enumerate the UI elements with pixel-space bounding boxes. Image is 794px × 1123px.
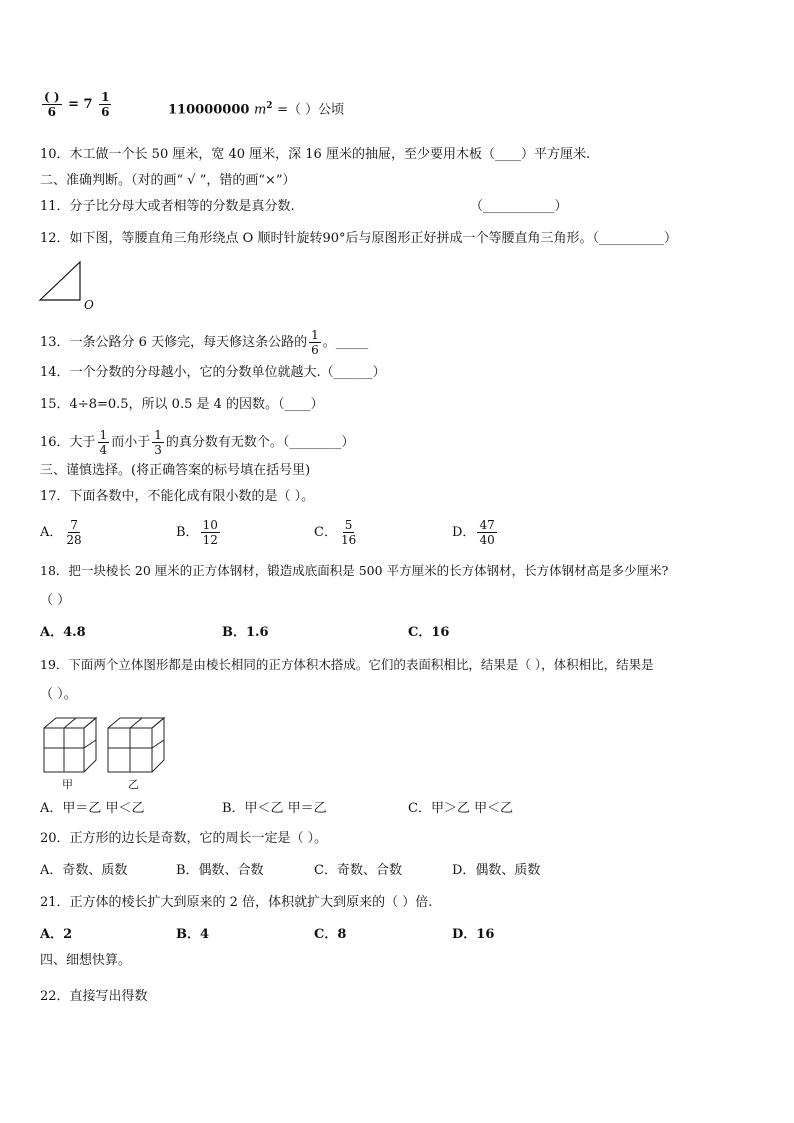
question-20: 20．正方形的边长是奇数，它的周长一定是（ ）。 bbox=[40, 831, 328, 846]
q18-option-c[interactable]: C．16 bbox=[408, 625, 450, 640]
option-fraction bbox=[339, 518, 358, 547]
q20-option-b[interactable]: B．偶数、合数 bbox=[176, 863, 264, 878]
question-17: 17．下面各数中，不能化成有限小数的是（ ）。 bbox=[40, 489, 315, 504]
question-19: 19．下面两个立体图形都是由棱长相同的正方体积木搭成。它们的表面积相比，结果是（ ），体积相比，结果是 bbox=[40, 657, 654, 672]
q17-option-a[interactable] bbox=[40, 518, 86, 547]
question-16-text-middle: 而小于 bbox=[111, 435, 151, 450]
q21-option-b[interactable]: B．4 bbox=[176, 927, 210, 942]
fraction-numerator-blank[interactable]: ( ) bbox=[44, 90, 60, 104]
area-conversion bbox=[168, 97, 344, 119]
option-label: D． bbox=[452, 525, 476, 540]
option-label: C． bbox=[314, 525, 337, 540]
area-blank[interactable]: =（ ）公顷 bbox=[277, 102, 345, 118]
option-numerator: 47 bbox=[479, 518, 495, 532]
q16-denominator-2: 3 bbox=[154, 443, 162, 457]
q19-option-b[interactable]: B．甲＜乙 甲＝乙 bbox=[222, 801, 327, 816]
question-18-paren[interactable]: （ ） bbox=[40, 593, 71, 608]
question-22: 22．直接写出得数 bbox=[40, 989, 148, 1004]
question-19-line-2[interactable]: （ ）。 bbox=[40, 687, 77, 702]
q18-option-b[interactable]: B．1.6 bbox=[222, 625, 269, 640]
equals-sign: = 7 bbox=[68, 97, 93, 112]
option-denominator: 16 bbox=[340, 533, 357, 547]
question-16 bbox=[40, 428, 354, 457]
q21-option-c[interactable]: C．8 bbox=[314, 927, 347, 942]
figure-label-jia: 甲 bbox=[62, 778, 73, 791]
q16-numerator-2: 1 bbox=[154, 428, 162, 442]
section-3-heading: 三、谨慎选择。(将正确答案的标号填在括号里) bbox=[40, 463, 311, 478]
q16-fraction-2 bbox=[152, 428, 164, 457]
question-13-fraction bbox=[309, 328, 321, 357]
mixed-numerator: 1 bbox=[101, 90, 110, 104]
section-4-heading: 四、细想快算。 bbox=[40, 953, 132, 968]
option-label: B． bbox=[176, 525, 199, 540]
question-10: 10．木工做一个长 50 厘米，宽 40 厘米，深 16 厘米的抽屉，至少要用木板（____）平方厘米. bbox=[40, 147, 591, 162]
option-fraction bbox=[201, 518, 220, 547]
mixed-denominator: 6 bbox=[101, 105, 110, 119]
question-18: 18．把一块棱长 20 厘米的正方体钢材，锻造成底面积是 500 平方厘米的长方体钢材，长方体钢材高是多少厘米? bbox=[40, 563, 669, 578]
option-numerator: 7 bbox=[70, 518, 78, 532]
q20-option-a[interactable]: A．奇数、质数 bbox=[40, 863, 128, 878]
question-11-answer-blank[interactable]: （___________） bbox=[470, 199, 568, 214]
q17-option-d[interactable] bbox=[452, 518, 499, 547]
option-numerator: 5 bbox=[344, 518, 353, 532]
fraction-denominator: 6 bbox=[47, 105, 56, 119]
q17-option-c[interactable] bbox=[314, 518, 360, 547]
q13-denominator: 6 bbox=[311, 343, 319, 357]
option-numerator: 10 bbox=[202, 518, 218, 532]
cube-stacks-figure bbox=[40, 714, 172, 776]
q20-option-d[interactable]: D．偶数、质数 bbox=[452, 863, 541, 878]
question-15: 15．4÷8=0.5，所以 0.5 是 4 的因数。（____） bbox=[40, 397, 324, 412]
q21-option-d[interactable]: D．16 bbox=[452, 927, 495, 942]
q13-numerator: 1 bbox=[311, 328, 319, 342]
q16-denominator-1: 4 bbox=[99, 443, 108, 457]
point-o-label: O bbox=[84, 298, 94, 312]
q20-option-c[interactable]: C．奇数、合数 bbox=[314, 863, 402, 878]
area-unit: m bbox=[253, 102, 267, 118]
question-14: 14．一个分数的分母越小，它的分数单位就越大.（______） bbox=[40, 365, 386, 380]
option-fraction bbox=[477, 518, 496, 547]
area-superscript: 2 bbox=[266, 101, 273, 111]
question-21: 21．正方体的棱长扩大到原来的 2 倍，体积就扩大到原来的（ ）倍. bbox=[40, 895, 433, 910]
option-label: A． bbox=[40, 525, 63, 540]
improper-fraction bbox=[42, 90, 62, 119]
option-denominator: 12 bbox=[202, 533, 218, 547]
question-16-answer-blank[interactable]: 的真分数有无数个。（________） bbox=[165, 435, 355, 450]
q21-option-a[interactable]: A．2 bbox=[40, 927, 73, 942]
figure-label-yi: 乙 bbox=[128, 778, 139, 791]
question-13 bbox=[40, 328, 368, 357]
q16-fraction-1 bbox=[98, 428, 110, 457]
mixed-fraction bbox=[99, 90, 111, 119]
fraction-equation bbox=[40, 90, 113, 119]
q18-option-a[interactable]: A．4.8 bbox=[40, 625, 86, 640]
q17-option-b[interactable] bbox=[176, 518, 222, 547]
question-13-answer-blank[interactable]: 。_____ bbox=[322, 335, 369, 350]
option-denominator: 40 bbox=[479, 533, 495, 547]
question-12: 12．如下图，等腰直角三角形绕点 O 顺时针旋转90°后与原图形正好拼成一个等腰直角三角形。（__________） bbox=[40, 231, 678, 246]
question-16-text-start: 16．大于 bbox=[40, 435, 96, 450]
section-2-heading: 二、准确判断。（对的画“ √ ”，错的画“×”） bbox=[40, 173, 296, 188]
area-value: 110000000 bbox=[168, 102, 250, 118]
option-fraction bbox=[64, 518, 83, 547]
option-denominator: 28 bbox=[66, 533, 82, 547]
q19-option-c[interactable]: C．甲＞乙 甲＜乙 bbox=[408, 801, 514, 816]
q19-option-a[interactable]: A．甲＝乙 甲＜乙 bbox=[40, 801, 145, 816]
question-11: 11．分子比分母大或者相等的分数是真分数. bbox=[40, 199, 295, 214]
question-13-text: 13．一条公路分 6 天修完，每天修这条公路的 bbox=[40, 335, 308, 350]
q16-numerator-1: 1 bbox=[99, 428, 108, 442]
